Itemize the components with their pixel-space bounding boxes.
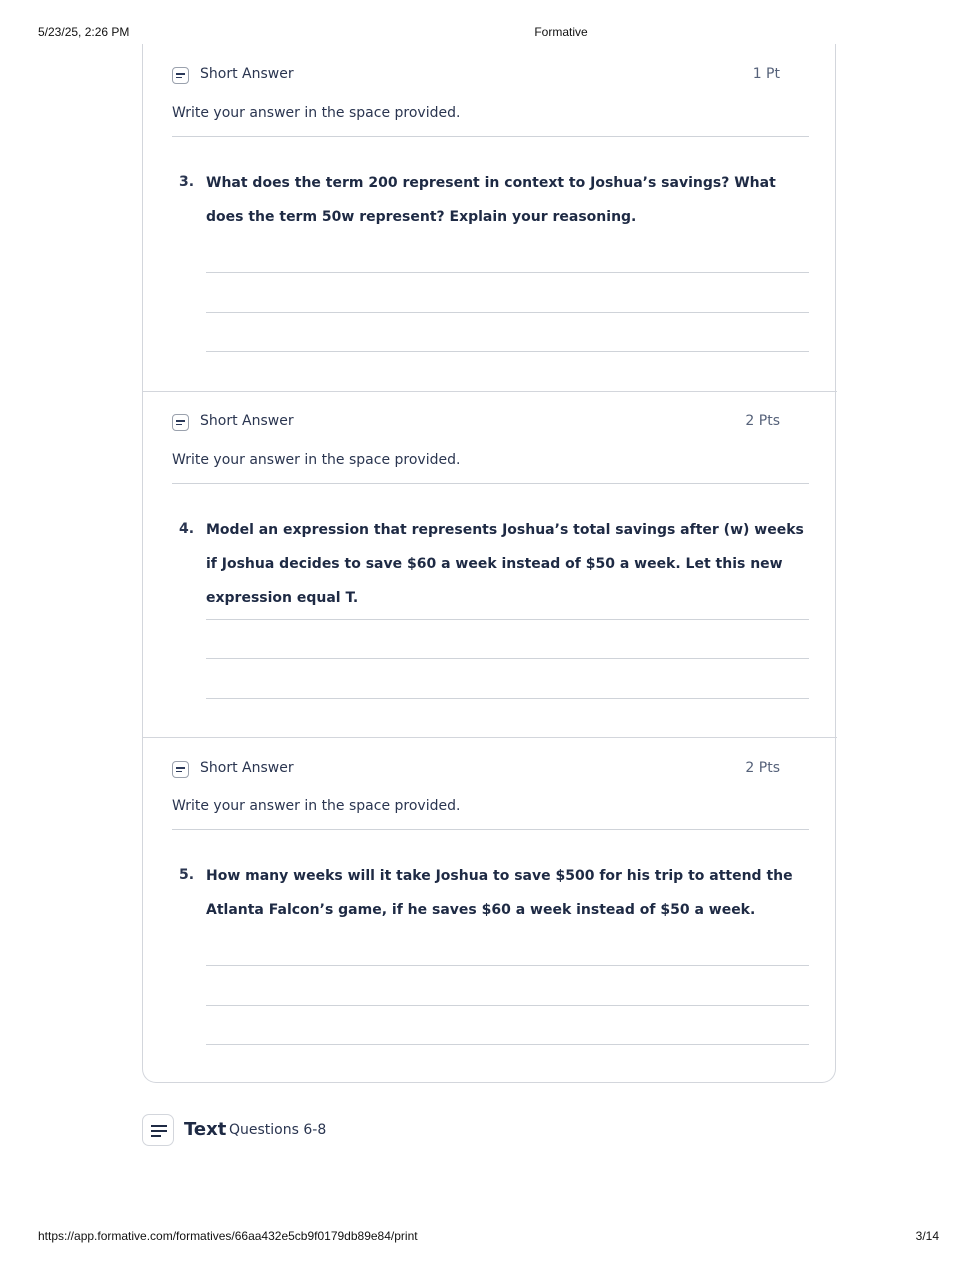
answer-line[interactable] [206,351,809,352]
answer-line[interactable] [206,272,809,273]
question-text: What does the term 200 represent in context to Joshua’s savings? What does the term 50w represent? Explain your reasoning. [206,175,776,225]
question-type-row [172,413,780,433]
question-points: 1 Pt [752,66,780,82]
instructions-divider [172,483,809,484]
text-section-header [142,1114,542,1147]
text-section-subtitle: Questions 6-8 [229,1122,327,1138]
answer-line[interactable] [206,619,809,620]
print-title: Formative [534,25,588,39]
answer-line[interactable] [206,312,809,313]
question-instructions: Write your answer in the space provided. [172,452,461,468]
instructions-divider [172,136,809,137]
question-instructions: Write your answer in the space provided. [172,105,461,121]
print-datetime: 5/23/25, 2:26 PM [38,25,130,39]
question-number: 4. [179,521,195,537]
text-lines-icon [142,1114,174,1146]
short-answer-icon [172,67,189,84]
question-3 [143,44,837,391]
question-4 [143,391,837,738]
answer-line[interactable] [206,965,809,966]
question-text: Model an expression that represents Joshua’s total savings after (w) weeks if Joshua decides to save $60 a week instead of $50 a week. Let this new expression equal T. [206,522,804,606]
question-instructions: Write your answer in the space provided. [172,798,461,814]
question-number: 3. [179,174,195,190]
short-answer-icon [172,761,189,778]
short-answer-icon [172,414,189,431]
question-points: 2 Pts [745,760,780,776]
print-page-number: 3/14 [915,1229,939,1243]
text-section-title: Text [184,1119,227,1140]
answer-line[interactable] [206,1044,809,1045]
question-type-label: Short Answer [200,760,294,776]
answer-line[interactable] [206,1005,809,1006]
question-type-row [172,66,780,86]
question-type-row [172,760,780,780]
question-text: How many weeks will it take Joshua to save $500 for his trip to attend the Atlanta Falcon’s game, if he saves $60 a week instead of $50 a week. [206,868,793,918]
question-5 [143,737,837,1083]
print-url: https://app.formative.com/formatives/66aa432e5cb9f0179db89e84/print [38,1229,418,1243]
question-number: 5. [179,867,195,883]
answer-line[interactable] [206,658,809,659]
question-type-label: Short Answer [200,66,294,82]
answer-line[interactable] [206,698,809,699]
question-points: 2 Pts [745,413,780,429]
questions-card [142,44,836,1083]
question-type-label: Short Answer [200,413,294,429]
instructions-divider [172,829,809,830]
